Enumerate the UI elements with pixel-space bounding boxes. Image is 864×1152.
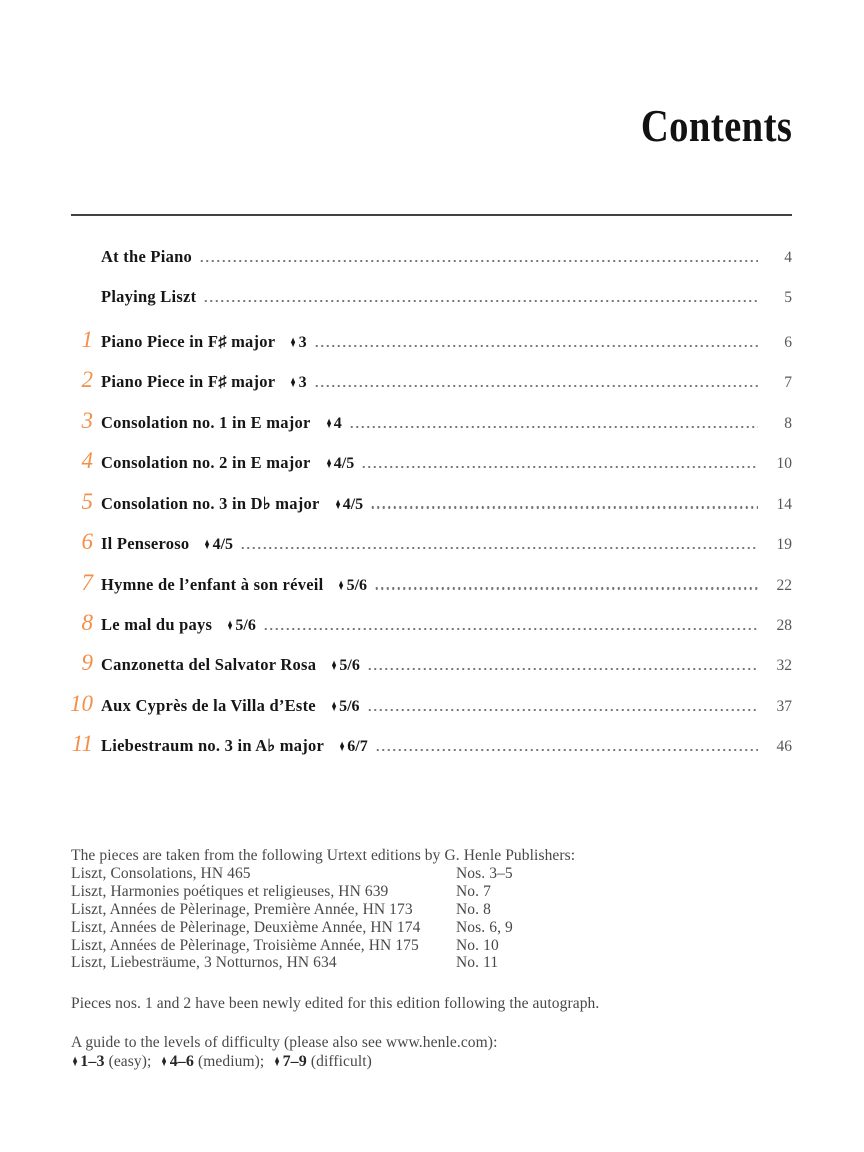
dot-leader: [361, 466, 758, 468]
diamond-icon: ♦: [339, 576, 344, 594]
table-of-contents: [71, 236, 792, 762]
toc-difficulty: [325, 415, 342, 433]
toc-row: [71, 317, 792, 357]
dot-leader: [314, 385, 758, 387]
difficulty-value: 4: [333, 414, 342, 432]
toc-number: 5: [81, 488, 93, 514]
toc-number: 9: [81, 650, 93, 676]
difficulty-guide-intro: A guide to the levels of difficulty (please also see www.henle.com):: [71, 1034, 498, 1051]
toc-title: Canzonetta del Salvator Rosa: [101, 655, 317, 675]
toc-row: [71, 438, 792, 478]
page-title: Contents: [640, 100, 792, 151]
source-numbers: Nos. 6, 9: [456, 918, 513, 936]
toc-title: Hymne de l’enfant à son réveil: [101, 574, 324, 594]
toc-page-number: 5: [784, 289, 792, 307]
difficulty-value: 4/5: [333, 455, 355, 473]
source-row: [71, 901, 691, 919]
toc-number: 3: [81, 407, 93, 433]
source-row: [71, 865, 691, 883]
difficulty-value: 5/6: [339, 697, 360, 715]
difficulty-value: 4/5: [342, 495, 364, 513]
toc-difficulty: [289, 334, 306, 352]
toc-difficulty: [226, 617, 256, 635]
difficulty-guide: [71, 1034, 711, 1071]
difficulty-value: 4/5: [212, 536, 234, 554]
source-row: [71, 883, 691, 901]
toc-page-number: 4: [784, 249, 792, 266]
toc-row: [71, 560, 792, 600]
source-edition: Liszt, Consolations, HN 465: [71, 864, 251, 882]
toc-title: Liebestraum no. 3 in A♭ major: [101, 736, 325, 756]
toc-row: [71, 479, 792, 519]
dot-leader: [199, 260, 758, 262]
difficulty-value: 5/6: [346, 576, 368, 594]
toc-title: Consolation no. 2 in E major: [101, 453, 311, 473]
toc-difficulty: [330, 657, 360, 675]
source-edition: Liszt, Années de Pèlerinage, Deuxième Année, HN 174: [71, 918, 421, 936]
toc-page-number: 28: [776, 616, 792, 634]
toc-title: Aux Cyprès de la Villa d’Este: [101, 695, 316, 715]
toc-page-number: 7: [784, 374, 792, 392]
toc-difficulty: [334, 496, 364, 514]
toc-number: 4: [81, 448, 93, 474]
toc-title: Playing Liszt: [101, 287, 197, 307]
source-numbers: No. 11: [456, 954, 499, 972]
source-numbers: No. 8: [456, 900, 491, 918]
diamond-icon: ♦: [291, 333, 296, 351]
difficulty-value: 5/6: [235, 616, 256, 634]
toc-difficulty: [338, 738, 368, 756]
toc-row: [71, 398, 792, 438]
toc-page-number: 37: [776, 697, 792, 715]
diamond-icon: ♦: [326, 455, 332, 473]
toc-page-number: 46: [776, 738, 792, 756]
diamond-icon: ♦: [326, 414, 332, 432]
toc-page-number: 6: [784, 333, 792, 351]
difficulty-level: [273, 1053, 372, 1070]
toc-page-number: 14: [776, 495, 792, 513]
edition-note: Pieces nos. 1 and 2 have been newly edited for this edition following the autograph.: [71, 995, 600, 1012]
diamond-icon: ♦: [72, 1052, 78, 1070]
difficulty-level: [160, 1053, 264, 1070]
difficulty-value: 3: [298, 333, 307, 351]
toc-row: [71, 519, 792, 559]
toc-number: 7: [81, 569, 93, 595]
source-row: [71, 919, 691, 937]
toc-number: 1: [81, 326, 93, 352]
difficulty-range: 4–6: [169, 1052, 194, 1070]
toc-title: Il Penseroso: [101, 534, 190, 554]
difficulty-value: 6/7: [347, 738, 368, 756]
dot-leader: [367, 668, 758, 670]
toc-row: [71, 721, 792, 761]
diamond-icon: ♦: [227, 616, 233, 634]
difficulty-level: [71, 1053, 151, 1070]
difficulty-range: 7–9: [282, 1052, 307, 1070]
sources-intro: The pieces are taken from the following Urtext editions by G. Henle Publishers:: [71, 847, 576, 864]
toc-page-number: 22: [776, 576, 792, 594]
dot-leader: [349, 426, 758, 428]
toc-title: Le mal du pays: [101, 614, 213, 634]
toc-title: Piano Piece in F♯ major: [101, 372, 276, 392]
toc-row: [71, 681, 792, 721]
source-numbers: No. 7: [456, 882, 491, 900]
source-edition: Liszt, Années de Pèlerinage, Troisième Année, HN 175: [71, 936, 419, 954]
source-numbers: Nos. 3–5: [456, 864, 513, 882]
toc-title: Consolation no. 1 in E major: [101, 412, 311, 432]
sources-block: [71, 847, 691, 972]
toc-number: 10: [70, 690, 93, 716]
source-edition: Liszt, Liebesträume, 3 Notturnos, HN 634: [71, 954, 337, 972]
diamond-icon: ♦: [331, 657, 337, 675]
difficulty-value: 5/6: [339, 657, 360, 675]
dot-leader: [374, 587, 758, 589]
toc-number: 8: [81, 609, 93, 635]
toc-row: [71, 236, 792, 276]
difficulty-label: (medium);: [197, 1052, 265, 1070]
toc-number: 6: [81, 529, 93, 555]
toc-title: Piano Piece in F♯ major: [101, 331, 276, 351]
dot-leader: [240, 547, 758, 549]
difficulty-legend: [71, 1053, 711, 1072]
toc-title: Consolation no. 3 in D♭ major: [101, 493, 320, 513]
source-edition: Liszt, Années de Pèlerinage, Première Année, HN 173: [71, 900, 413, 918]
source-row: [71, 937, 691, 955]
source-row: [71, 954, 691, 972]
toc-row: [71, 600, 792, 640]
dot-leader: [203, 300, 758, 302]
difficulty-label: (easy);: [108, 1052, 152, 1070]
divider-rule: [71, 214, 792, 216]
source-numbers: No. 10: [456, 936, 499, 954]
toc-page-number: 32: [776, 657, 792, 675]
toc-number: 2: [81, 367, 93, 393]
difficulty-label: (difficult): [310, 1052, 372, 1070]
dot-leader: [263, 628, 758, 630]
diamond-icon: ♦: [274, 1052, 280, 1070]
difficulty-range: 1–3: [80, 1052, 105, 1070]
diamond-icon: ♦: [331, 697, 337, 715]
toc-difficulty: [203, 536, 233, 554]
toc-page-number: 19: [776, 536, 792, 554]
toc-row: [71, 640, 792, 680]
toc-row: [71, 357, 792, 397]
dot-leader: [367, 709, 758, 711]
diamond-icon: ♦: [339, 738, 345, 756]
dot-leader: [314, 345, 758, 347]
difficulty-value: 3: [298, 374, 307, 392]
diamond-icon: ♦: [205, 536, 210, 554]
toc-difficulty: [337, 577, 367, 595]
toc-title: At the Piano: [101, 247, 192, 266]
diamond-icon: ♦: [162, 1052, 168, 1070]
toc-difficulty: [330, 698, 360, 716]
source-edition: Liszt, Harmonies poétiques et religieuses, HN 639: [71, 882, 389, 900]
diamond-icon: ♦: [335, 495, 341, 513]
dot-leader: [375, 749, 758, 751]
toc-difficulty: [325, 455, 355, 473]
diamond-icon: ♦: [291, 374, 296, 392]
toc-difficulty: [289, 374, 306, 392]
dot-leader: [370, 506, 758, 508]
toc-row: [71, 276, 792, 316]
toc-page-number: 8: [784, 414, 792, 432]
toc-number: 11: [71, 731, 93, 757]
toc-page-number: 10: [776, 455, 792, 473]
